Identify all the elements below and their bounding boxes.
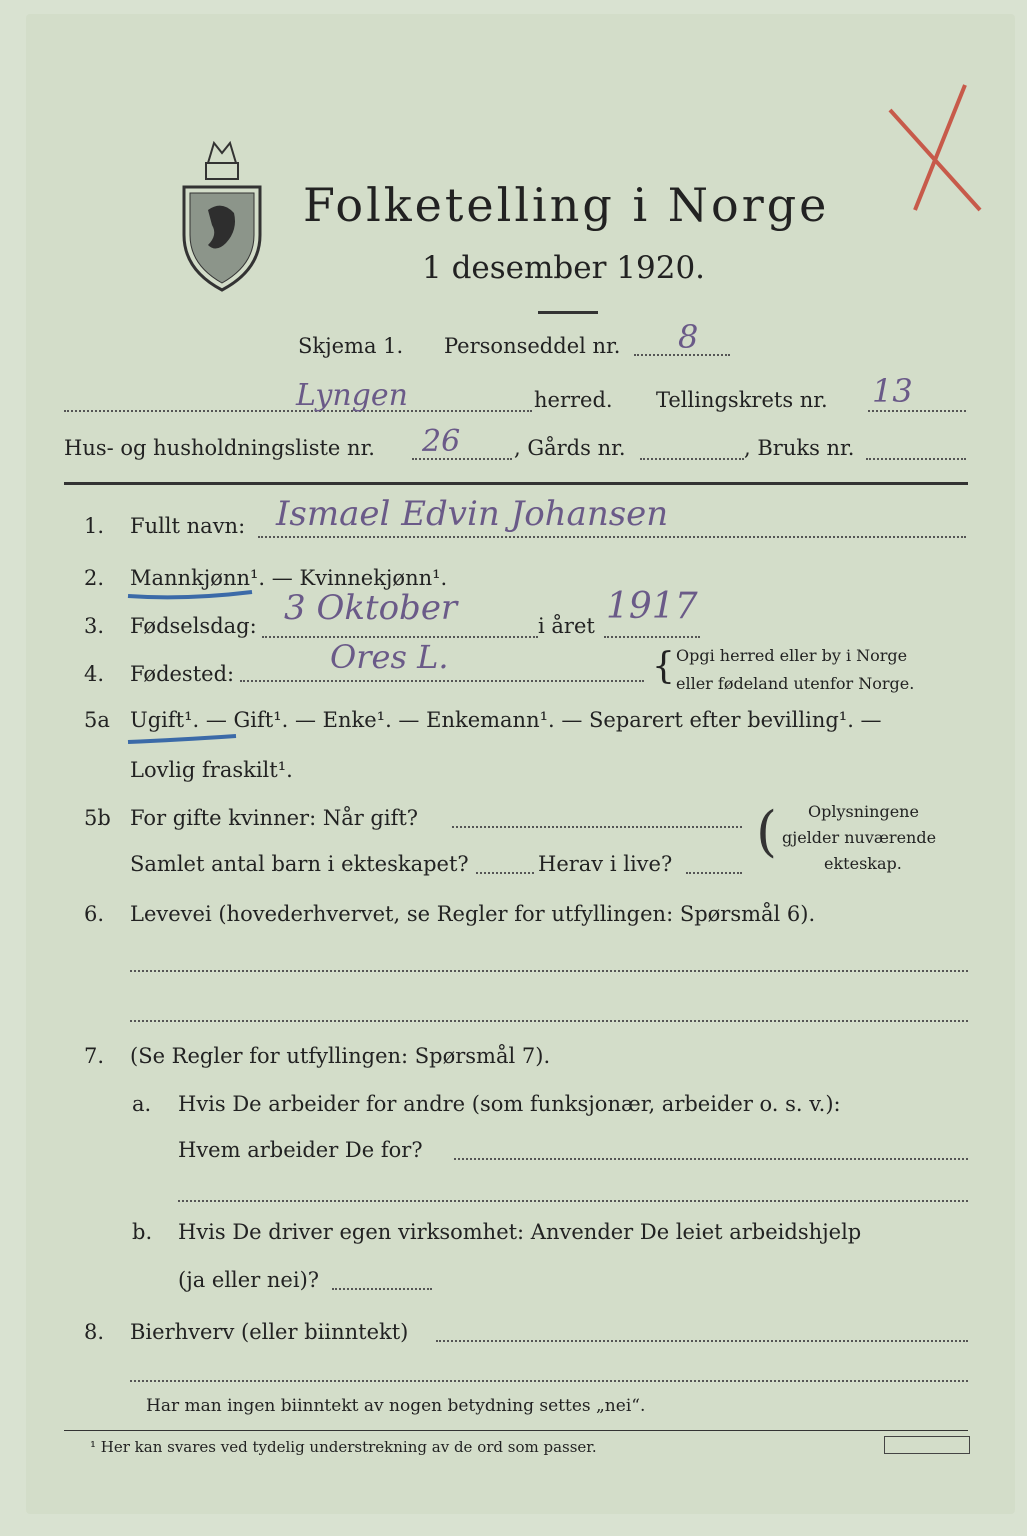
marriage-note-3: ekteskap. [824,854,902,873]
red-x-mark [880,80,990,220]
children-label: Samlet antal barn i ekteskapet? [130,852,469,876]
q7b-label: Hvis De driver egen virksomhet: Anvender De leiet arbeidshjelp [178,1220,862,1244]
birth-year-value: 1917 [606,586,698,627]
alive-label: Herav i live? [538,852,673,876]
personseddel-label: Personseddel nr. [444,334,621,358]
side-income-label: Bierhverv (eller biinntekt) [130,1320,409,1344]
instruction-note: Har man ingen biinntekt av nogen betydning settes „nei“. [146,1396,646,1416]
q7b-answer-label: (ja eller nei)? [178,1268,320,1292]
printer-stamp [884,1436,970,1454]
footnote: ¹ Her kan svares ved tydelig understrekning av de ord som passer. [90,1438,597,1456]
q7a-label: Hvis De arbeider for andre (som funksjonær, arbeider o. s. v.): [178,1092,841,1116]
birthdate-value: 3 Oktober [284,588,458,628]
header-rule [64,482,968,485]
birthplace-hint-2: eller fødeland utenfor Norge. [676,674,915,693]
marital-options-cont: Lovlig fraskilt¹. [130,758,293,782]
gards-label: , Gårds nr. [514,436,626,460]
birthplace-value: Ores L. [330,638,449,676]
bruks-label: , Bruks nr. [744,436,855,460]
herred-label: herred. [534,388,613,412]
husholdningsliste-value: 26 [422,424,461,459]
marriage-note-1: Oplysningene [808,802,919,821]
birthdate-label: Fødselsdag: [130,614,257,638]
marriage-note-brace: ( [756,800,778,863]
full-name-value: Ismael Edvin Johansen [276,494,669,534]
herred-value: Lyngen [296,378,408,413]
footer-rule [64,1430,968,1431]
form-title: Folketelling i Norge [303,178,830,232]
form-date: 1 desember 1920. [422,250,706,286]
marital-options: Ugift¹. — Gift¹. — Enke¹. — Enkemann¹. — Separert efter bevilling¹. — [130,708,882,732]
birthplace-hint-brace: { [652,646,675,687]
marriage-note-2: gjelder nuværende [782,828,937,847]
underline-mark [126,588,254,602]
document-page: Folketelling i Norge 1 desember 1920. Skjema 1. Personseddel nr. 8 Lyngen herred. Tellingskrets nr. 13 Hus- og husholdningsliste nr. 26 , Gårds nr. , Bruks nr. 1. Fullt navn: Ismael Edvin Johansen 2. Mannkjønn¹. — Kvinnekjønn¹. 3. Fødselsdag: 3 Oktober i året 1917 4. Fødested: Ores L. { Opgi herred eller by i Norge eller fødeland utenfor Norge. 5a Ugift¹. — Gift¹. — Enke¹. — Enkemann¹. — Separert efter bevilling¹. — Lovlig fraskilt¹. 5b For gifte kvinner: Når gift? Samlet antal barn i ekteskapet? Herav i live? ( Oplysningene gjelder nuværende ekteskap. 6. Levevei (hovederhvervet, se Regler for utfyllingen: Spørsmål 6). 7. (Se Regler for utfyllingen: Spørsmål 7). a. Hvis De arbeider for andre (som funksjonær, arbeider o. s. v.): Hvem arbeider De for? b. Hvis De driver egen virksomhet: Anvender De leiet arbeidshjelp (ja eller nei)? 8. Bierhverv (eller biinntekt) Har man ingen biinntekt av nogen betydning settes „nei“. ¹ Her kan svares ved tydelig understrekning av de ord som passer. [0,0,1027,1536]
q7-label: (Se Regler for utfyllingen: Spørsmål 7). [130,1044,551,1068]
occupation-label: Levevei (hovederhvervet, se Regler for utfyllingen: Spørsmål 6). [130,902,816,926]
q7a-employer-label: Hvem arbeider De for? [178,1138,423,1162]
underline-mark [126,730,238,748]
husholdningsliste-label: Hus- og husholdningsliste nr. [64,436,375,460]
tellingskrets-label: Tellingskrets nr. [656,388,828,412]
birthplace-label: Fødested: [130,662,235,686]
sex-options: Mannkjønn¹. — Kvinnekjønn¹. [130,566,448,590]
full-name-label: Fullt navn: [130,514,246,538]
married-when-label: For gifte kvinner: Når gift? [130,806,419,830]
tellingskrets-value: 13 [872,372,913,410]
year-label: i året [538,614,595,638]
birthplace-hint-1: Opgi herred eller by i Norge [676,646,908,665]
title-divider [538,311,598,314]
schema-label: Skjema 1. [298,334,404,358]
coat-of-arms-icon [178,135,266,295]
personseddel-value: 8 [678,318,699,356]
